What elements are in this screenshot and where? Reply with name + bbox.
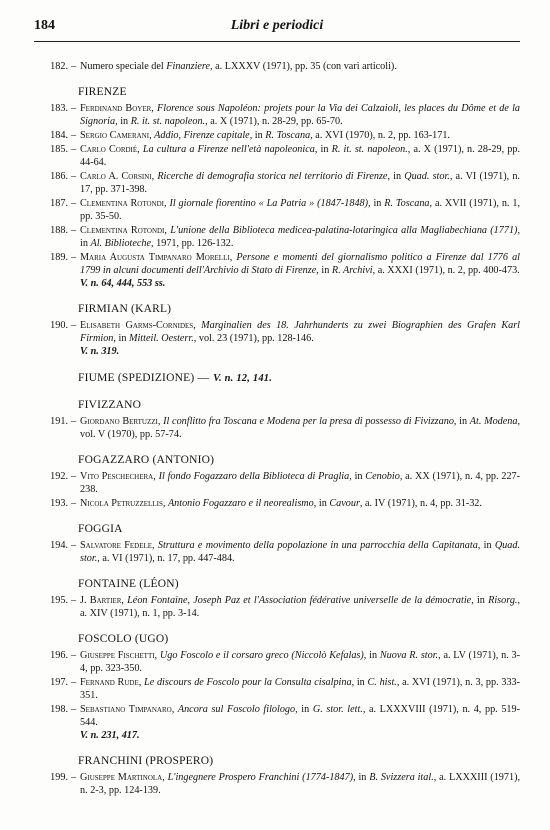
entry-text: ,: [157, 416, 164, 427]
entry-number: 182.: [50, 61, 68, 72]
cross-reference: V. n. 12, 141.: [213, 373, 273, 384]
entry-text: , in: [471, 595, 489, 606]
entry-title: Persone e momenti del giornalismo politico a Firenze dal 1776 al 1799 in alcuni documenti dell'Archivio di Stato di Firenze: [80, 252, 520, 276]
entry-text: , a. LV (1971), n. 3-4, pp. 323-350.: [80, 650, 520, 674]
entry-text: , in: [477, 540, 495, 551]
cross-reference: V. n. 319.: [80, 346, 120, 357]
entry-title: Struttura e movimento della popolazione in una parrocchia della Capitanata: [157, 540, 478, 551]
entry-text: , a. X (1971), n. 28-29, pp. 44-64.: [80, 144, 520, 168]
entry-title: Antonio Fogazzaro e il neorealismo: [167, 498, 314, 509]
entry-text: , a. IV (1971), n. 4, pp. 31-32.: [359, 498, 482, 509]
entry-text: , a. XVI (1971), n. 3, pp. 333-351.: [80, 677, 521, 701]
entry-dash: –: [71, 416, 77, 427]
entry-text: , in: [249, 130, 266, 141]
entry-number: 190.: [50, 320, 68, 331]
entry-number: 184.: [50, 130, 68, 141]
entry-text: ,: [171, 704, 178, 715]
entry-author: Clementina Rotondi: [80, 225, 165, 236]
bibliography-entry: [34, 60, 520, 73]
entry-dash: –: [71, 198, 77, 209]
entry-text: , vol. 23 (1971), pp. 128-146.: [193, 333, 314, 344]
entry-title: Quad. stor.: [404, 171, 450, 182]
entry-title: R. it. st. napoleon.: [130, 116, 206, 127]
entry-dash: –: [71, 471, 77, 482]
entry-author: J. Bartier: [80, 595, 122, 606]
bibliography-entry: [34, 102, 520, 128]
bibliography-entry: [34, 129, 520, 142]
entry-text: ,: [154, 650, 160, 661]
entry-title: Léon Fontaine, Joseph Paz et l'Association fédérative universelle de la démocratie: [127, 595, 472, 606]
entry-number: 196.: [50, 650, 68, 661]
entry-number: 185.: [50, 144, 68, 155]
entry-author: Vito Peschechera: [80, 471, 154, 482]
entry-title: Cavour: [329, 498, 360, 509]
entry-text: , in: [313, 498, 330, 509]
entry-text: ,: [162, 498, 168, 509]
section-label: FRANCHINI (PROSPERO): [78, 755, 214, 767]
entry-dash: –: [71, 540, 77, 551]
entry-title: R. it. st. napoleon.: [331, 144, 408, 155]
bibliography-entry: [34, 224, 520, 250]
entry-author: Carlo Cordié: [80, 144, 138, 155]
bibliography-entry: [34, 170, 520, 196]
running-title: Libri e periodici: [230, 18, 324, 33]
entry-title: La cultura a Firenze nell'età napoleonica: [142, 144, 315, 155]
entry-text: , a. XIV (1971), n. 1, pp. 3-14.: [80, 595, 521, 619]
entry-number: 195.: [50, 595, 68, 606]
section-label: FONTAINE (LÉON): [78, 578, 179, 590]
entry-text: ,: [152, 540, 158, 551]
entry-number: 186.: [50, 171, 68, 182]
entry-title: Ugo Foscolo e il corsaro greco (Niccolò Kefalas): [159, 650, 364, 661]
entry-title: L'unione della Biblioteca medicea-palatina-lotaringica alla Magliabechiana (1771): [170, 225, 518, 236]
entry-number: 197.: [50, 677, 68, 688]
entry-author: Nicola Petruzzellis: [80, 498, 163, 509]
entry-author: Carlo A. Corsini: [80, 171, 152, 182]
bibliography-list: [34, 60, 520, 798]
entry-text: , in: [387, 171, 405, 182]
entry-dash: –: [71, 650, 77, 661]
section-heading: [78, 302, 520, 316]
entry-author: Ferdinand Boyer: [80, 103, 152, 114]
entry-title: R. Archivi: [331, 265, 373, 276]
entry-title: Al. Biblioteche: [90, 238, 152, 249]
entry-title: Il fondo Fogazzaro della Biblioteca di Praglia: [158, 471, 350, 482]
bibliography-entry: [34, 594, 520, 620]
entry-title: Il giornale fiorentino « La Patria » (1847-1848): [169, 198, 369, 209]
entry-text: ,: [138, 677, 145, 688]
running-header: [34, 18, 520, 40]
entry-author: Giuseppe Fischetti: [80, 650, 155, 661]
cross-reference: V. n. 231, 417.: [80, 730, 140, 741]
bibliography-entry: [34, 197, 520, 223]
section-label: FOSCOLO (UGO): [78, 633, 169, 645]
entry-number: 192.: [50, 471, 68, 482]
entry-author: Clementina Rotondi: [80, 198, 164, 209]
entry-text: , a. VI (1971), n. 17, pp. 447-484.: [97, 553, 235, 564]
entry-title: Addio, Firenze capitale: [154, 130, 250, 141]
entry-title: G. stor. lett.: [312, 704, 363, 715]
entry-text: , a. XVII (1971), n. 1, pp. 35-50.: [80, 198, 520, 222]
entry-author: Salvatore Fedele: [80, 540, 153, 551]
entry-text: , in: [368, 198, 385, 209]
entry-dash: –: [71, 225, 77, 236]
bibliography-entry: [34, 143, 520, 169]
section-heading: [78, 371, 520, 386]
entry-text: ,: [193, 320, 202, 331]
page-number: 184: [34, 18, 55, 33]
bibliography-entry: [34, 470, 520, 496]
bibliography-entry: [34, 771, 520, 797]
entry-dash: –: [71, 171, 77, 182]
entry-title: Finanziere: [166, 61, 211, 72]
entry-text: , a. VI (1971), n. 17, pp. 371-398.: [80, 171, 520, 195]
section-label: FOGAZZARO (ANTONIO): [78, 454, 215, 466]
entry-text: , a. LXXXV (1971), pp. 35 (con vari articoli).: [210, 61, 397, 72]
entry-number: 191.: [50, 416, 68, 427]
entry-title: At. Modena: [469, 416, 518, 427]
entry-title: Le discours de Foscolo pour la Consulta cisalpina: [144, 677, 352, 688]
entry-title: Ricerche di demografia storica nel territorio di Firenze: [157, 171, 388, 182]
entry-text: , in: [80, 225, 520, 249]
entry-number: 193.: [50, 498, 68, 509]
entry-text: , in: [316, 265, 332, 276]
entry-title: Mitteil. Oesterr.: [128, 333, 194, 344]
bibliography-entry: [34, 703, 520, 742]
header-rule: [34, 41, 520, 42]
entry-text: ,: [149, 130, 155, 141]
section-label: FIRENZE: [78, 86, 127, 98]
entry-title: Il conflitto fra Toscana e Modena per la presa di possesso di Fivizzano: [163, 416, 454, 427]
entry-text: , in: [349, 471, 366, 482]
entry-text: , vol. V (1970), pp. 57-74.: [80, 416, 521, 440]
section-heading: [78, 522, 520, 536]
entry-text: , a. LXXXIII (1971), n. 2-3, pp. 124-139.: [80, 772, 521, 796]
entry-text: , in: [295, 704, 313, 715]
entry-dash: –: [71, 130, 77, 141]
bibliography-entry: [34, 539, 520, 565]
entry-title: Cenobio: [365, 471, 400, 482]
entry-author: Elisabeth Garms-Cornides: [80, 320, 194, 331]
entry-title: Marginalien des 18. Jahrhunderts zu zwei Biographien des Grafen Karl Firmion: [80, 320, 521, 344]
bibliography-entry: [34, 649, 520, 675]
entry-text: , a. XXXI (1971), n. 2, pp. 400-473.: [372, 265, 520, 276]
entry-title: Ancora sul Foscolo filologo: [177, 704, 296, 715]
entry-title: Risorg.: [488, 595, 518, 606]
entry-dash: –: [71, 320, 77, 331]
entry-text: , in: [353, 772, 370, 783]
entry-text: Numero speciale del: [80, 61, 167, 72]
entry-text: ,: [137, 144, 143, 155]
entry-title: Nuova R. stor.: [379, 650, 439, 661]
entry-text: ,: [229, 252, 237, 263]
entry-text: , in: [351, 677, 368, 688]
entry-title: L'ingegnere Prospero Franchini (1774-1847): [167, 772, 354, 783]
entry-text: ,: [121, 595, 128, 606]
entry-title: R. Toscana: [265, 130, 311, 141]
entry-dash: –: [71, 677, 77, 688]
bibliography-entry: [34, 497, 520, 510]
entry-number: 199.: [50, 772, 68, 783]
section-heading: [78, 398, 520, 412]
bibliography-entry: [34, 251, 520, 290]
bibliography-entry: [34, 415, 520, 441]
entry-dash: –: [71, 61, 77, 72]
entry-text: , in: [363, 650, 380, 661]
section-heading: [78, 577, 520, 591]
entry-text: , in: [115, 116, 131, 127]
entry-text: ,: [151, 171, 158, 182]
entry-dash: –: [71, 772, 77, 783]
entry-number: 189.: [50, 252, 68, 263]
entry-number: 183.: [50, 103, 68, 114]
entry-number: 198.: [50, 704, 68, 715]
entry-text: , a. XVI (1970), n. 2, pp. 163-171.: [310, 130, 450, 141]
entry-text: , in: [453, 416, 470, 427]
entry-text: ,: [151, 103, 158, 114]
section-heading: [78, 754, 520, 768]
entry-author: Sergio Camerani: [80, 130, 150, 141]
section-label: FIVIZZANO: [78, 399, 142, 411]
entry-text: , in: [113, 333, 129, 344]
entry-text: , 1971, pp. 126-132.: [151, 238, 234, 249]
entry-text: , a. LXXXVIII (1971), n. 4, pp. 519-544.: [80, 704, 521, 728]
entry-title: Florence sous Napoléon: projets pour la Via dei Calzaioli, les places du Dôme et de la Signoria: [80, 103, 521, 127]
entry-title: B. Svizzera ital.: [369, 772, 434, 783]
entry-title: C. hist.: [367, 677, 397, 688]
entry-dash: –: [71, 595, 77, 606]
entry-text: , a. XX (1971), n. 4, pp. 227-238.: [80, 471, 521, 495]
entry-number: 194.: [50, 540, 68, 551]
entry-text: ,: [162, 772, 168, 783]
entry-dash: –: [71, 144, 77, 155]
section-label: FOGGIA: [78, 523, 123, 535]
entry-text: ,: [164, 198, 170, 209]
entry-title: R. Toscana: [384, 198, 430, 209]
entry-author: Fernand Rude: [80, 677, 139, 688]
entry-author: Giuseppe Martinola: [80, 772, 163, 783]
entry-number: 188.: [50, 225, 68, 236]
entry-dash: –: [71, 103, 77, 114]
entry-number: 187.: [50, 198, 68, 209]
section-label: FIUME (SPEDIZIONE) —: [78, 372, 210, 384]
entry-author: Giordano Bertuzzi: [80, 416, 158, 427]
entry-dash: –: [71, 704, 77, 715]
section-heading: [78, 632, 520, 646]
bibliography-entry: [34, 319, 520, 358]
cross-reference: V. n. 64, 444, 553 ss.: [80, 278, 166, 289]
bibliography-entry: [34, 676, 520, 702]
entry-dash: –: [71, 498, 77, 509]
entry-dash: –: [71, 252, 77, 263]
section-heading: [78, 85, 520, 99]
section-heading: [78, 453, 520, 467]
entry-text: ,: [153, 471, 159, 482]
entry-author: Sebastiano Timpanaro: [80, 704, 172, 715]
entry-text: , in: [314, 144, 332, 155]
entry-text: ,: [164, 225, 171, 236]
entry-author: Maria Augusta Timpanaro Morelli: [80, 252, 230, 263]
entry-text: , a. X (1971), n. 28-29, pp. 65-70.: [205, 116, 343, 127]
section-label: FIRMIAN (KARL): [78, 303, 172, 315]
entry-title: Quad. stor.: [80, 540, 520, 564]
